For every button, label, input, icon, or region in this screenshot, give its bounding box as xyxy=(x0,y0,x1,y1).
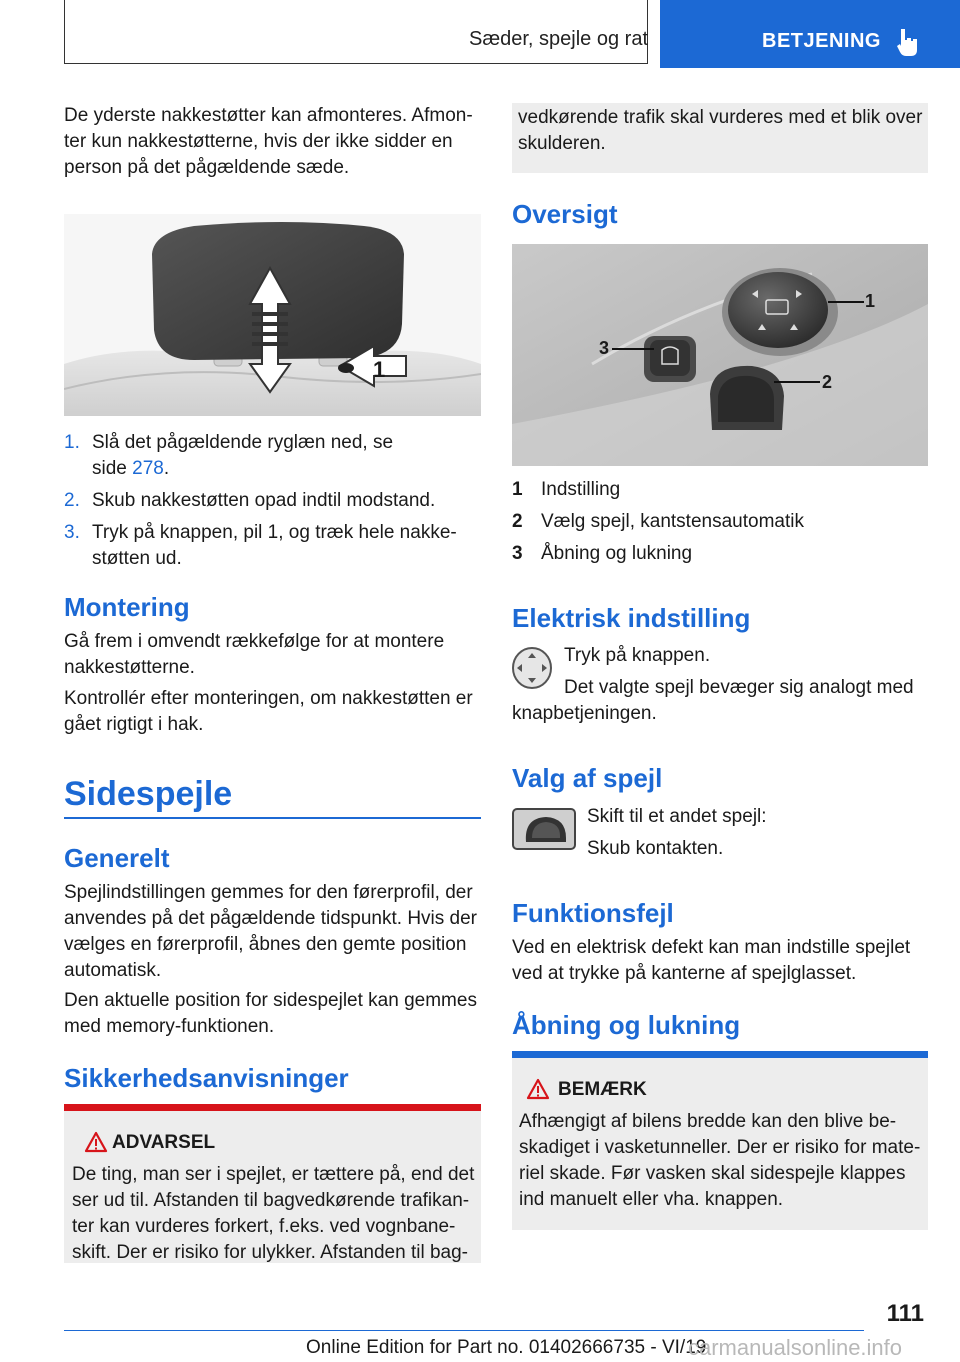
mirror-callout-1: 1 xyxy=(865,291,876,311)
sikkerhed-heading: Sikkerhedsanvisninger xyxy=(64,1063,349,1093)
footer-rule xyxy=(64,1330,864,1331)
warning-bar xyxy=(64,1104,481,1111)
mirror-callout-2: 2 xyxy=(822,372,833,392)
generelt-paragraph-1: Spejlindstillingen gemmes for den førerprofil, der anvendes på det pågældende tidspunkt. Hvis der vælges en førerprofil, åbnes den gemte position automatisk. xyxy=(64,882,477,981)
warning-label: ADVARSEL xyxy=(112,1132,216,1153)
valg-paragraph-2: Skub kontakten. xyxy=(587,838,724,859)
mirror-controls-illustration xyxy=(512,244,928,466)
list-item: 1 Indstilling xyxy=(512,479,621,500)
oversigt-heading: Oversigt xyxy=(512,199,618,229)
funktionsfejl-heading: Funktionsfejl xyxy=(512,898,674,928)
steps-list xyxy=(64,430,484,572)
list-item: 3. Tryk på knappen, pil 1, og træk hele nakke- støtten ud. xyxy=(64,522,457,569)
mirror-adjust-button-icon xyxy=(512,646,552,690)
watermark: carmanualsonline.info xyxy=(688,1335,903,1360)
pointing-hand-icon xyxy=(892,26,924,58)
headrest-illustration xyxy=(64,214,481,416)
footer-edition: Online Edition for Part no. 01402666735 - VI/19 xyxy=(306,1337,707,1358)
legend-list xyxy=(512,477,928,573)
section-rule xyxy=(64,817,481,819)
montering-heading: Montering xyxy=(64,592,190,622)
page-link-278[interactable]: 278 xyxy=(132,458,164,479)
elektrisk-heading: Elektrisk indstilling xyxy=(512,603,751,633)
valg-heading: Valg af spejl xyxy=(512,763,663,793)
valg-paragraph-1: Skift til et andet spejl: xyxy=(587,806,767,827)
warning-triangle-icon xyxy=(84,1131,108,1153)
warning-continuation-box xyxy=(512,103,928,173)
list-item: 3 Åbning og lukning xyxy=(512,543,693,564)
sidespejle-heading: Sidespejle xyxy=(64,775,233,813)
warning-box xyxy=(64,1111,481,1263)
mirror-controls-figure xyxy=(512,244,928,466)
warning-text: De ting, man ser i spejlet, er tættere på, end det ser ud til. Afstanden til bagvedkørende trafikan- ter kan vurderes forkert, f.eks. ved vognbane- skift. Der er risiko for ulykker. Afstanden til bag- xyxy=(72,1164,475,1263)
elektrisk-paragraph-2a: Det valgte spejl bevæger sig analogt med xyxy=(564,677,914,698)
note-text: Afhængigt af bilens bredde kan den blive be- skadiget i vasketunneller. Der er risiko for mate- riel skade. Før vasken skal sidespejle klappes ind manuelt eller vha. knappen. xyxy=(519,1111,921,1210)
list-item: 2 Vælg spejl, kantstensautomatik xyxy=(512,511,804,532)
intro-paragraph: De yderste nakkestøtter kan afmonteres. Afmon- ter kun nakkestøtterne, hvis der ikke sidder en person på det pågældende sæde. xyxy=(64,105,473,178)
elektrisk-paragraph-1: Tryk på knappen. xyxy=(564,645,711,666)
generelt-heading: Generelt xyxy=(64,843,170,873)
montering-paragraph-2: Kontrollér efter monteringen, om nakkestøtten er gået rigtigt i hak. xyxy=(64,688,473,735)
elektrisk-paragraph-2b: knapbetjeningen. xyxy=(512,703,657,724)
mirror-callout-3: 3 xyxy=(599,338,610,358)
generelt-paragraph-2: Den aktuelle position for sidespejlet kan gemmes med memory-funktionen. xyxy=(64,990,477,1037)
note-bar xyxy=(512,1051,928,1058)
mirror-select-switch-icon xyxy=(512,808,576,850)
header-title: Sæder, spejle og rat xyxy=(469,28,648,50)
headrest-figure xyxy=(64,214,481,416)
header-section-label: BETJENING xyxy=(762,30,881,52)
note-box xyxy=(512,1058,928,1230)
page-number: 111 xyxy=(886,1300,924,1327)
notice-triangle-icon xyxy=(526,1078,550,1100)
aabning-heading: Åbning og lukning xyxy=(512,1010,741,1040)
list-item: 2. Skub nakkestøtten opad indtil modstand. xyxy=(64,490,436,511)
montering-paragraph-1: Gå frem i omvendt rækkefølge for at montere nakkestøtterne. xyxy=(64,631,445,678)
note-label: BEMÆRK xyxy=(558,1079,647,1100)
warning-continuation-text: vedkørende trafik skal vurderes med et blik over skulderen. xyxy=(518,107,923,154)
headrest-callout-1: 1 xyxy=(373,357,386,382)
list-item: 1. Slå det pågældende ryglæn ned, se side 278. xyxy=(64,432,394,479)
funktionsfejl-paragraph: Ved en elektrisk defekt kan man indstille spejlet ved at trykke på kanterne af spejlglasset. xyxy=(512,937,911,984)
